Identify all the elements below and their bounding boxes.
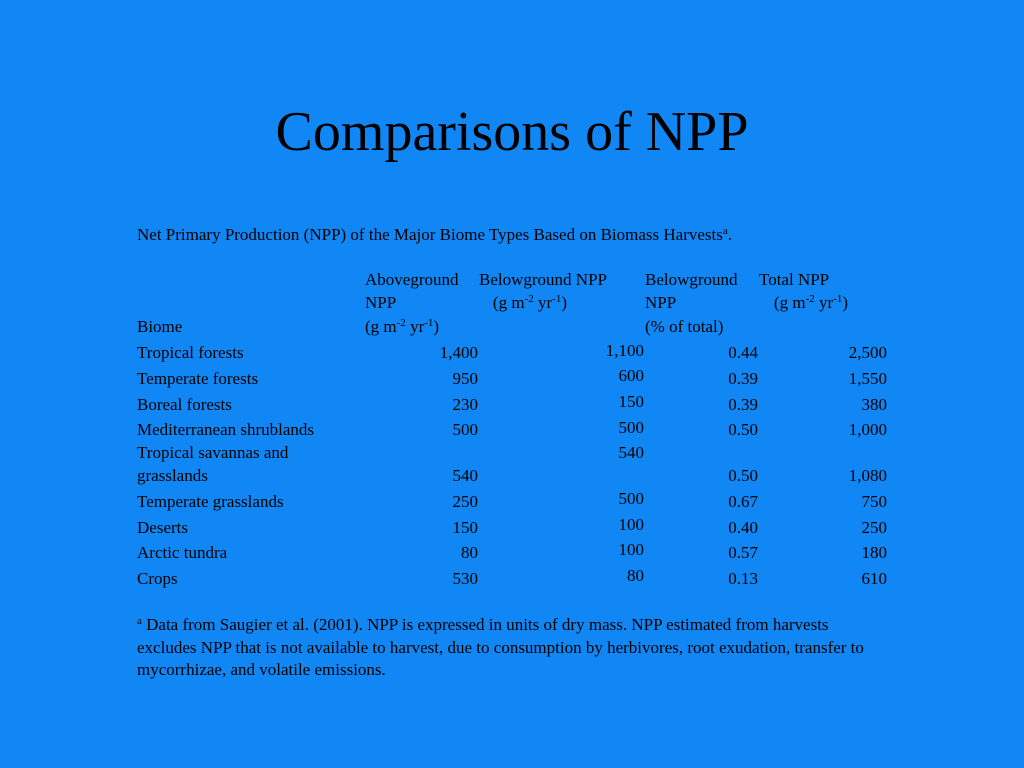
table-cell-total: 610: [861, 569, 887, 588]
table-cell-total: 380: [861, 395, 887, 414]
table-footnote: $^a$ Data from Saugier et al. (2001). NPP is expressed in units of dry mass. NPP estimated from harvests excludes NPP that is not available to harvest, due to consumption by herbivores, root exudation, transfer to mycorrhizae, and volatile emissions.: [137, 615, 864, 679]
table-cell-aboveground: 540: [452, 466, 478, 485]
table-cell-total: 750: [861, 492, 887, 511]
table-cell-belowground: 150: [618, 392, 644, 411]
table-cell-total: 1,000: [848, 420, 887, 439]
table-cell-pct: 0.57: [728, 543, 758, 562]
table-cell-pct: 0.13: [728, 569, 758, 588]
header-total-npp: Total NPP: [759, 270, 830, 289]
table-cell-aboveground: 950: [452, 369, 478, 388]
table-cell-pct: 0.39: [728, 395, 758, 414]
table-cell-biome: Tropical savannas and: [137, 443, 289, 462]
table-cell-belowground: 80: [627, 566, 644, 585]
table-cell-aboveground: 530: [452, 569, 478, 588]
table-cell-belowground: 500: [618, 418, 644, 437]
table-cell-aboveground: 250: [452, 492, 478, 511]
header-biome: Biome: [137, 317, 183, 336]
header-pct-line2: NPP: [645, 293, 677, 312]
table-cell-belowground: 600: [618, 366, 644, 385]
table-cell-belowground: 100: [618, 540, 644, 559]
table-cell-biome: Tropical forests: [137, 343, 244, 362]
table-cell-aboveground: 80: [461, 543, 478, 562]
table-cell-biome: Temperate forests: [137, 369, 259, 388]
header-aboveground-line2: NPP: [365, 293, 397, 312]
header-belowground-units: (g $m^{-2}$ $yr^{-1}$): [492, 293, 567, 312]
table-cell-total: 1,080: [848, 466, 887, 485]
slide-title: Comparisons of NPP: [275, 101, 749, 163]
header-pct-line1: Belowground: [645, 270, 738, 289]
table-cell-aboveground: 150: [452, 518, 478, 537]
table-cell-belowground: 500: [618, 489, 644, 508]
table-cell-aboveground: 230: [452, 395, 478, 414]
table-cell-pct: 0.44: [728, 343, 758, 362]
table-cell-pct: 0.40: [728, 518, 758, 537]
table-cell-aboveground: 1,400: [439, 343, 478, 362]
table-cell-pct: 0.50: [728, 420, 758, 439]
table-cell-belowground: 540: [618, 443, 644, 462]
header-aboveground-line1: Aboveground: [365, 270, 459, 289]
table-cell-total: 1,550: [848, 369, 887, 388]
table-cell-biome: Arctic tundra: [137, 543, 228, 562]
table-cell-total: 250: [861, 518, 887, 537]
table-cell-belowground: 1,100: [605, 341, 644, 360]
header-total-units: (g $m^{-2}$ $yr^{-1}$): [773, 293, 848, 312]
table-caption: Net Primary Production (NPP) of the Major Biome Types Based on Biomass Harvests$^a$.: [137, 225, 733, 244]
table-cell-biome: Temperate grasslands: [137, 492, 284, 511]
table-cell-belowground: 100: [618, 515, 644, 534]
table-cell-biome: Boreal forests: [137, 395, 232, 414]
table-cell-aboveground: 500: [452, 420, 478, 439]
header-pct-line3: (% of total): [645, 317, 724, 336]
table-cell-pct: 0.67: [728, 492, 758, 511]
table-cell-total: 2,500: [848, 343, 887, 362]
table-cell-biome: Mediterranean shrublands: [137, 420, 315, 439]
table-cell-biome: Crops: [137, 569, 178, 588]
table-cell-biome: Deserts: [137, 518, 188, 537]
header-aboveground-units: (g $m^{-2}$ $yr^{-1}$): [365, 317, 440, 336]
table-cell-biome-continued: grasslands: [137, 466, 208, 485]
table-cell-pct: 0.39: [728, 369, 758, 388]
header-belowground-npp: Belowground NPP: [479, 270, 607, 289]
table-cell-total: 180: [861, 543, 887, 562]
table-cell-pct: 0.50: [728, 466, 758, 485]
